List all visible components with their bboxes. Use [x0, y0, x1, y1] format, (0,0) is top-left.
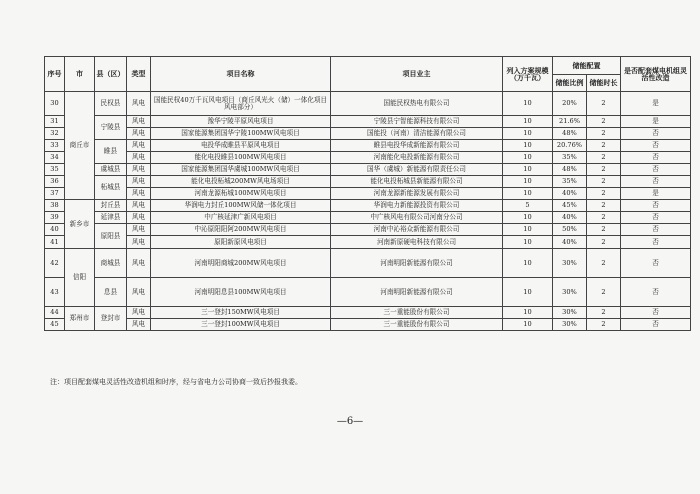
- cell-coal: 否: [621, 236, 691, 249]
- cell-county: 虞城县: [95, 164, 127, 176]
- cell-seq: 41: [45, 236, 65, 249]
- cell-owner: 宁陵县宁智能源科技有限公司: [331, 116, 503, 128]
- cell-type: 风电: [127, 128, 151, 140]
- cell-county: 宁陵县: [95, 116, 127, 140]
- cell-duration: 2: [587, 249, 621, 278]
- cell-ratio: 30%: [553, 319, 587, 331]
- table-row: [45, 152, 691, 164]
- cell-project: 电投华成睢县平原风电项目: [151, 140, 331, 152]
- cell-duration: 2: [587, 307, 621, 319]
- header-coal: 是否配套煤电机组灵活性改造: [621, 57, 691, 92]
- cell-scale: 10: [503, 249, 553, 278]
- table-row: [45, 128, 691, 140]
- cell-project: 三一登封100MW风电项目: [151, 319, 331, 331]
- table-row: [45, 307, 691, 319]
- cell-coal: 是: [621, 92, 691, 116]
- cell-ratio: 21.6%: [553, 116, 587, 128]
- cell-owner: 中广核风电有限公司河南分公司: [331, 212, 503, 224]
- cell-county: 民权县: [95, 92, 127, 116]
- cell-ratio: 45%: [553, 200, 587, 212]
- cell-county: 原阳县: [95, 224, 127, 249]
- cell-owner: 睢县电投华成新能源有限公司: [331, 140, 503, 152]
- cell-scale: 10: [503, 128, 553, 140]
- cell-owner: 河南明阳新能源有限公司: [331, 278, 503, 307]
- cell-coal: 否: [621, 164, 691, 176]
- header-duration: 储能时长: [587, 75, 621, 92]
- table-row: [45, 92, 691, 116]
- cell-seq: 37: [45, 188, 65, 200]
- cell-project: 能化电投睢县100MW风电项目: [151, 152, 331, 164]
- cell-ratio: 30%: [553, 307, 587, 319]
- cell-type: 风电: [127, 116, 151, 128]
- cell-coal: 是: [621, 188, 691, 200]
- cell-type: 风电: [127, 188, 151, 200]
- cell-ratio: 30%: [553, 278, 587, 307]
- cell-type: 风电: [127, 307, 151, 319]
- cell-city: 郑州市: [65, 307, 95, 331]
- cell-owner: 河南能化电投新能源有限公司: [331, 152, 503, 164]
- cell-ratio: 48%: [553, 164, 587, 176]
- cell-seq: 34: [45, 152, 65, 164]
- cell-seq: 40: [45, 224, 65, 236]
- header-type: 类型: [127, 57, 151, 92]
- cell-type: 风电: [127, 236, 151, 249]
- cell-owner: 国能民权热电有限公司: [331, 92, 503, 116]
- cell-type: 风电: [127, 212, 151, 224]
- cell-ratio: 48%: [553, 128, 587, 140]
- cell-coal: 否: [621, 128, 691, 140]
- cell-scale: 10: [503, 212, 553, 224]
- cell-county: 封丘县: [95, 200, 127, 212]
- table-row: [45, 140, 691, 152]
- cell-seq: 38: [45, 200, 65, 212]
- cell-owner: 河南明阳新能源有限公司: [331, 249, 503, 278]
- cell-ratio: 35%: [553, 152, 587, 164]
- header-project: 项目名称: [151, 57, 331, 92]
- cell-project: 中广核延津广新风电项目: [151, 212, 331, 224]
- cell-ratio: 30%: [553, 249, 587, 278]
- cell-project: 华润电力封丘100MW风储一体化项目: [151, 200, 331, 212]
- table-body: [45, 92, 691, 331]
- cell-project: 原阳新原风电项目: [151, 236, 331, 249]
- cell-owner: 三一重能股份有限公司: [331, 319, 503, 331]
- cell-duration: 2: [587, 164, 621, 176]
- cell-duration: 2: [587, 140, 621, 152]
- cell-type: 风电: [127, 200, 151, 212]
- cell-city: 信阳: [65, 249, 95, 307]
- cell-ratio: 40%: [553, 212, 587, 224]
- cell-scale: 10: [503, 236, 553, 249]
- cell-scale: 10: [503, 319, 553, 331]
- cell-seq: 31: [45, 116, 65, 128]
- cell-scale: 10: [503, 224, 553, 236]
- cell-city: 新乡市: [65, 200, 95, 249]
- cell-seq: 36: [45, 176, 65, 188]
- project-table: [44, 56, 691, 331]
- cell-county: 延津县: [95, 212, 127, 224]
- table-row: [45, 236, 691, 249]
- cell-ratio: 35%: [553, 176, 587, 188]
- cell-duration: 2: [587, 212, 621, 224]
- cell-ratio: 40%: [553, 236, 587, 249]
- cell-scale: 10: [503, 278, 553, 307]
- cell-scale: 10: [503, 307, 553, 319]
- header-owner: 项目业主: [331, 57, 503, 92]
- cell-owner: 河南中沁裕众新能源有限公司: [331, 224, 503, 236]
- cell-type: 风电: [127, 140, 151, 152]
- cell-seq: 33: [45, 140, 65, 152]
- cell-duration: 2: [587, 236, 621, 249]
- cell-scale: 10: [503, 176, 553, 188]
- cell-project: 中沁原阳阳阿200MW风电项目: [151, 224, 331, 236]
- cell-ratio: 50%: [553, 224, 587, 236]
- table-row: [45, 319, 691, 331]
- table-row: [45, 212, 691, 224]
- cell-type: 风电: [127, 152, 151, 164]
- cell-owner: 三一重能股份有限公司: [331, 307, 503, 319]
- cell-owner: 河南新原硬电科技有限公司: [331, 236, 503, 249]
- cell-duration: 2: [587, 152, 621, 164]
- cell-county: 柘城县: [95, 176, 127, 200]
- cell-type: 风电: [127, 278, 151, 307]
- cell-scale: 5: [503, 200, 553, 212]
- table-row: [45, 116, 691, 128]
- table-row: [45, 278, 691, 307]
- cell-coal: 否: [621, 278, 691, 307]
- cell-coal: 否: [621, 212, 691, 224]
- cell-project: 能化电投柘城200MW风电场项目: [151, 176, 331, 188]
- header-seq: 序号: [45, 57, 65, 92]
- header-scale: 列入方案规模（万千瓦）: [503, 57, 553, 92]
- cell-type: 风电: [127, 92, 151, 116]
- table-row: [45, 200, 691, 212]
- cell-project: 河南龙源柘城100MW风电项目: [151, 188, 331, 200]
- cell-coal: 否: [621, 224, 691, 236]
- cell-project: 三一登封150MW风电项目: [151, 307, 331, 319]
- table-row: [45, 176, 691, 188]
- cell-scale: 10: [503, 152, 553, 164]
- table-row: [45, 164, 691, 176]
- page-number: —6—: [336, 416, 364, 427]
- cell-scale: 10: [503, 92, 553, 116]
- cell-seq: 39: [45, 212, 65, 224]
- cell-city: 商丘市: [65, 92, 95, 200]
- cell-duration: 2: [587, 176, 621, 188]
- cell-coal: 是: [621, 116, 691, 128]
- cell-project: 国家能源集团国华宁陵100MW风电项目: [151, 128, 331, 140]
- header-city: 市: [65, 57, 95, 92]
- cell-duration: 2: [587, 224, 621, 236]
- cell-owner: 国能投（河南）清洁能源有限公司: [331, 128, 503, 140]
- cell-seq: 42: [45, 249, 65, 278]
- cell-seq: 43: [45, 278, 65, 307]
- cell-scale: 10: [503, 140, 553, 152]
- cell-scale: 10: [503, 116, 553, 128]
- table-row: [45, 188, 691, 200]
- cell-coal: 否: [621, 140, 691, 152]
- cell-county: 登封市: [95, 307, 127, 331]
- cell-county: 睢县: [95, 140, 127, 164]
- header-ratio: 储能比例: [553, 75, 587, 92]
- cell-duration: 2: [587, 128, 621, 140]
- cell-ratio: 20.76%: [553, 140, 587, 152]
- cell-project: 国家能源集团国华虞城100MW风电项目: [151, 164, 331, 176]
- cell-duration: 2: [587, 200, 621, 212]
- table-row: [45, 249, 691, 278]
- cell-coal: 否: [621, 249, 691, 278]
- cell-owner: 华润电力新能源投资有限公司: [331, 200, 503, 212]
- footnote: 注：项目配套煤电灵活性改造机组和时序，经与省电力公司协商一致后抄报我委。: [50, 378, 302, 386]
- cell-owner: 国华（虞城）新能源有限责任公司: [331, 164, 503, 176]
- cell-duration: 2: [587, 278, 621, 307]
- cell-seq: 30: [45, 92, 65, 116]
- cell-duration: 2: [587, 319, 621, 331]
- cell-owner: 河南龙源新能源发展有限公司: [331, 188, 503, 200]
- cell-scale: 10: [503, 164, 553, 176]
- cell-duration: 2: [587, 92, 621, 116]
- cell-type: 风电: [127, 249, 151, 278]
- cell-coal: 否: [621, 152, 691, 164]
- cell-project: 国能民权40万千瓦风电项目（商丘风光火（储）一体化项目风电部分）: [151, 92, 331, 116]
- cell-county: 息县: [95, 278, 127, 307]
- cell-type: 风电: [127, 319, 151, 331]
- cell-county: 商城县: [95, 249, 127, 278]
- cell-type: 风电: [127, 164, 151, 176]
- cell-ratio: 20%: [553, 92, 587, 116]
- cell-owner: 能化电投柘城县新能源有限公司: [331, 176, 503, 188]
- cell-duration: 2: [587, 116, 621, 128]
- cell-scale: 10: [503, 188, 553, 200]
- cell-coal: 否: [621, 200, 691, 212]
- cell-coal: 否: [621, 319, 691, 331]
- cell-coal: 否: [621, 307, 691, 319]
- cell-type: 风电: [127, 224, 151, 236]
- cell-project: 河南明阳息县100MW风电项目: [151, 278, 331, 307]
- table-row: [45, 224, 691, 236]
- cell-type: 风电: [127, 176, 151, 188]
- cell-seq: 35: [45, 164, 65, 176]
- cell-seq: 44: [45, 307, 65, 319]
- header-county: 县（区）: [95, 57, 127, 92]
- cell-project: 河南明阳商城200MW风电项目: [151, 249, 331, 278]
- cell-coal: 否: [621, 176, 691, 188]
- cell-seq: 45: [45, 319, 65, 331]
- cell-seq: 32: [45, 128, 65, 140]
- cell-duration: 2: [587, 188, 621, 200]
- cell-ratio: 40%: [553, 188, 587, 200]
- header-storage: 储能配置: [553, 57, 621, 75]
- cell-project: 豫华宁陵平原风电项目: [151, 116, 331, 128]
